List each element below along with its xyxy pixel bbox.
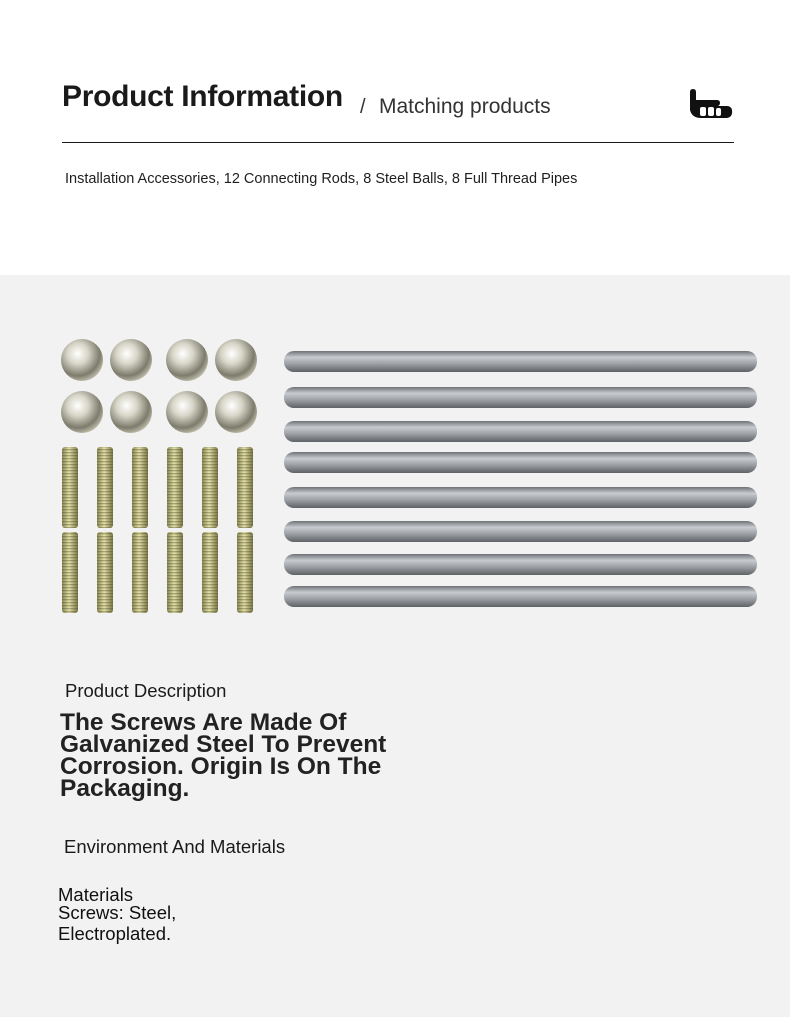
steel-balls xyxy=(61,339,257,433)
pointing-hand-icon xyxy=(687,86,735,120)
title-separator: / xyxy=(360,96,366,118)
environment-materials-heading: Environment And Materials xyxy=(64,836,286,857)
materials-label: Materials xyxy=(58,884,134,905)
product-description-text: The Screws Are Made Of Galvanized Steel To Prevent Corrosion. Origin Is On The Packaging. xyxy=(60,709,387,802)
page-subtitle: Matching products xyxy=(379,95,551,118)
threaded-studs xyxy=(62,447,253,613)
connecting-rods xyxy=(284,351,757,607)
header-divider xyxy=(62,142,734,143)
product-photo xyxy=(58,335,760,620)
product-description-heading: Product Description xyxy=(65,680,227,701)
product-info-section xyxy=(0,0,790,275)
materials-value: Screws: Steel, Electroplated. xyxy=(58,902,177,944)
accessories-list: Installation Accessories, 12 Connecting Rods, 8 Steel Balls, 8 Full Thread Pipes xyxy=(65,171,578,187)
page-title: Product Information xyxy=(62,80,343,113)
